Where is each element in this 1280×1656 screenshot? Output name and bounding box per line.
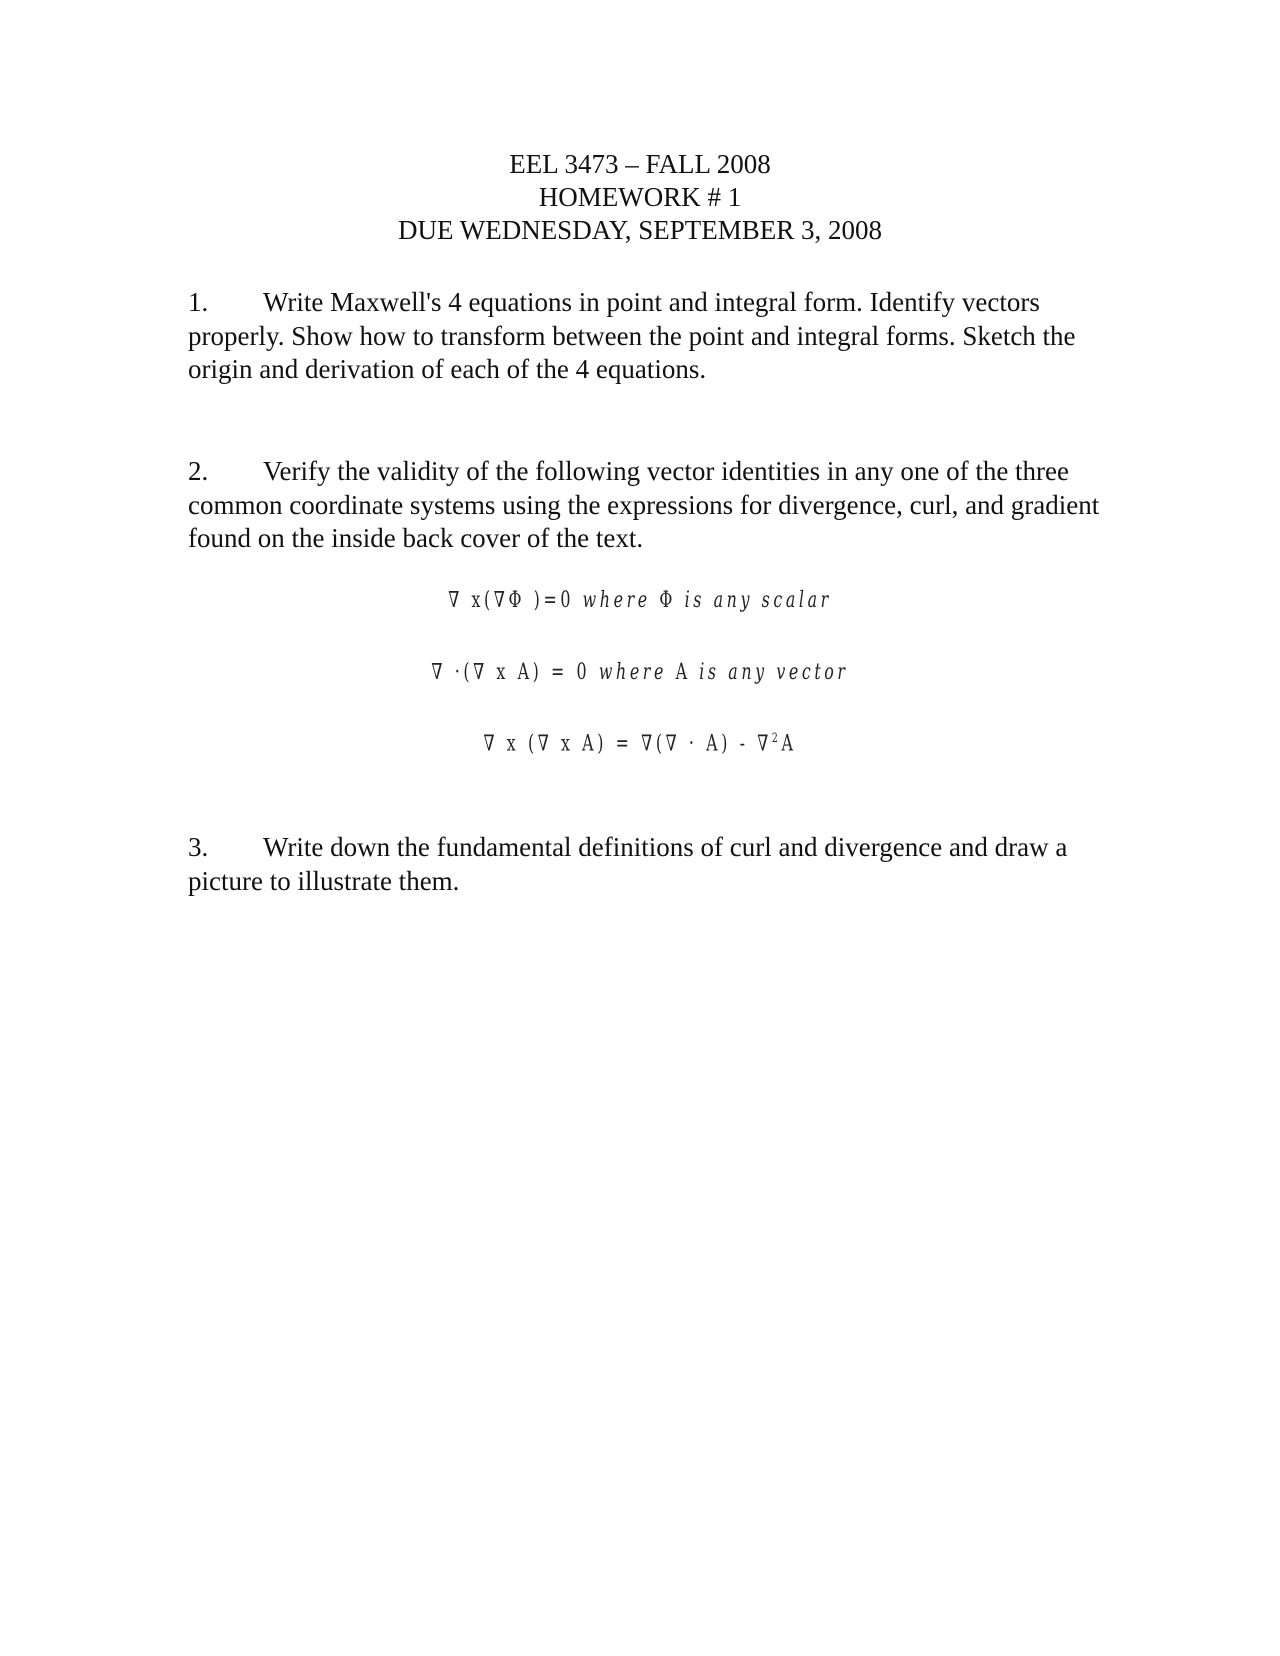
eq3-vector: A <box>781 731 797 757</box>
eq3-lhs: ∇ x (∇ x A) <box>483 731 608 757</box>
identity-curl-of-gradient <box>179 588 1101 613</box>
document-header <box>0 148 1280 247</box>
assignment-title: HOMEWORK # 1 <box>538 182 742 212</box>
problem-text: Write Maxwell's 4 equations in point and integral form. Identify vectors properly. Show how to transform between the point and integral forms. Sketch the origin and derivation of each of the 4 equations. <box>188 287 1076 384</box>
eq1-desc: is any scalar <box>684 588 832 613</box>
eq2-symbol: A <box>675 660 691 685</box>
problem-number: 3. <box>188 832 209 862</box>
eq3-gradient-divergence: ∇(∇ · A) <box>641 731 732 757</box>
eq3-power: 2 <box>771 731 782 746</box>
eq3-nabla: ∇ <box>757 731 772 757</box>
problem-1 <box>188 286 1108 387</box>
eq1-symbol: Φ <box>659 588 676 613</box>
problem-number: 1. <box>188 287 209 317</box>
problem-number: 2. <box>188 456 209 486</box>
eq3-minus: - <box>739 731 749 757</box>
eq2-desc: is any vector <box>699 660 849 685</box>
identity-divergence-of-curl <box>179 660 1101 685</box>
problem-text: Write down the fundamental definitions of curl and divergence and draw a picture to illustrate them. <box>188 832 1068 896</box>
problem-text: Verify the validity of the following vector identities in any one of the three common coordinate systems using the expressions for divergence, curl, and gradient found on the inside back cover of the text. <box>188 456 1100 553</box>
problem-3 <box>188 831 1108 898</box>
eq1-lhs: ∇ x(∇Φ )=0 <box>448 588 575 613</box>
due-date: DUE WEDNESDAY, SEPTEMBER 3, 2008 <box>397 215 883 245</box>
identity-curl-of-curl <box>179 731 1101 756</box>
eq2-lhs: ∇ ·(∇ x A) = 0 <box>431 660 591 685</box>
eq1-where: where <box>582 588 651 613</box>
problem-2 <box>188 455 1108 556</box>
course-title: EEL 3473 – FALL 2008 <box>509 149 771 179</box>
eq3-equals: = <box>615 731 633 757</box>
eq2-where: where <box>598 660 667 685</box>
